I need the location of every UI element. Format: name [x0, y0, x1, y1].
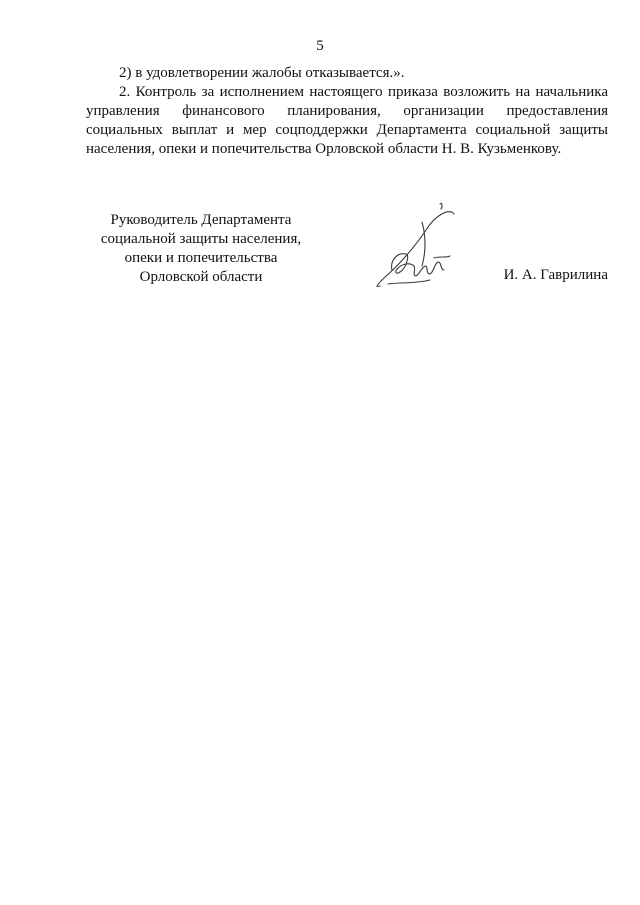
signatory-position [96, 211, 306, 287]
position-line: социальной защиты населения, [100, 231, 302, 247]
signer-name: И. А. Гаврилина [503, 267, 608, 283]
document-body [86, 64, 608, 159]
position-line: опеки и попечительства [124, 250, 278, 266]
signature-strokes [377, 203, 454, 286]
page-number: 5 [316, 38, 324, 54]
paragraph-complaint-refused: 2) в удовлетворении жалобы отказывается.». [119, 65, 405, 81]
position-line: Орловской области [139, 269, 263, 285]
position-line: Руководитель Департамента [110, 212, 292, 228]
handwritten-signature [370, 200, 468, 292]
paragraph-control-assignment: 2. Контроль за исполнением настоящего приказа возложить на начальника управления финансового планирования, организации предоставления социальных выплат и мер соцподдержки Департамента социальной защиты населения, опеки и попечительства Орловской области Н. В. Кузьменкову. [86, 84, 608, 157]
